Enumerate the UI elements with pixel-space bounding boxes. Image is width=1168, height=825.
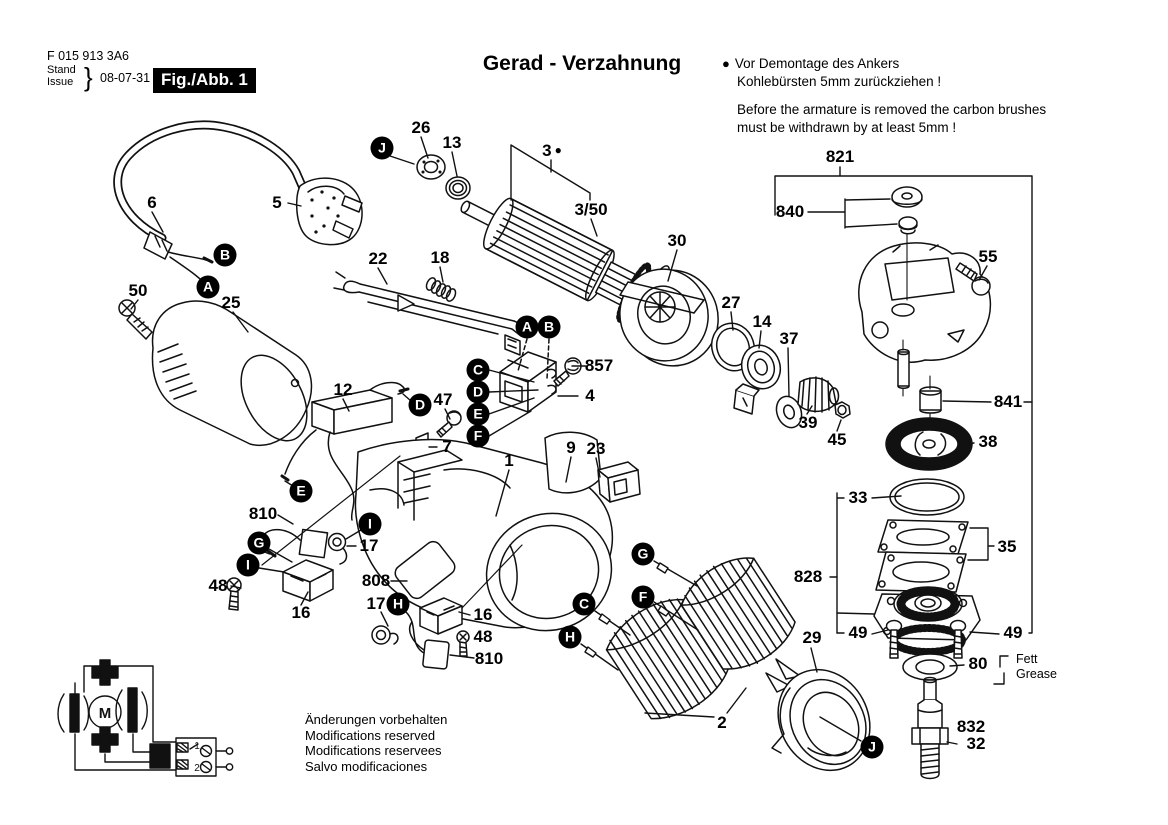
part-number-label-22: 22 bbox=[368, 249, 388, 268]
assembly-callout-E: E bbox=[467, 403, 490, 426]
part-number-label-12: 12 bbox=[333, 380, 353, 399]
grease-de: Fett bbox=[1016, 652, 1038, 666]
assembly-callout-H: H bbox=[559, 626, 582, 649]
assembly-callout-F: F bbox=[632, 586, 655, 609]
part-number-label-33: 33 bbox=[848, 488, 868, 507]
part-number-label-30: 30 bbox=[667, 231, 687, 250]
part-number-label-47: 47 bbox=[433, 390, 453, 409]
bullet-icon: ● bbox=[722, 56, 730, 71]
part-number-label-832: 832 bbox=[956, 717, 986, 736]
figure-label: Fig./Abb. 1 bbox=[153, 68, 256, 93]
part-number-label-16: 16 bbox=[473, 605, 493, 624]
assembly-callout-J: J bbox=[371, 137, 394, 160]
part-number-label-841: 841 bbox=[993, 392, 1023, 411]
notice-de-line2: Kohlebürsten 5mm zurückziehen ! bbox=[737, 74, 942, 89]
grease-en: Grease bbox=[1016, 667, 1057, 681]
part-number-label-1: 1 bbox=[504, 451, 514, 470]
issue-label: Issue bbox=[47, 75, 74, 88]
part-number-label-840: 840 bbox=[775, 202, 805, 221]
terminal-2-label: 2 bbox=[194, 763, 200, 774]
page-title: Gerad - Verzahnung bbox=[482, 52, 682, 75]
part-number-label-7: 7 bbox=[442, 437, 452, 456]
part-number-label-55: 55 bbox=[978, 247, 998, 266]
part-number-label-5: 5 bbox=[272, 193, 282, 212]
notice-de-line1: Vor Demontage des Ankers bbox=[734, 56, 900, 71]
part-number-label-45: 45 bbox=[827, 430, 847, 449]
part-number-label-26: 26 bbox=[411, 118, 431, 137]
assembly-callout-C: C bbox=[467, 359, 490, 382]
part-number-label-3: 3 ● bbox=[542, 141, 562, 160]
note-fr: Modifications reservees bbox=[305, 743, 442, 759]
issue-date: 08-07-31 bbox=[100, 71, 151, 85]
part-number-label-39: 39 bbox=[798, 413, 818, 432]
assembly-callout-B: B bbox=[538, 316, 561, 339]
assembly-callout-A: A bbox=[516, 316, 539, 339]
part-number-label-16: 16 bbox=[291, 603, 311, 622]
part-number-label-48: 48 bbox=[473, 627, 493, 646]
part-number-label-48: 48 bbox=[208, 576, 228, 595]
part-number-label-50: 50 bbox=[128, 281, 148, 300]
part-number-label-25: 25 bbox=[221, 293, 241, 312]
part-number-label-4: 4 bbox=[585, 386, 595, 405]
note-es: Salvo modificaciones bbox=[305, 758, 428, 774]
note-de: Änderungen vorbehalten bbox=[305, 712, 448, 727]
stand-label: Stand bbox=[47, 64, 76, 76]
assembly-callout-D: D bbox=[467, 381, 490, 404]
motor-symbol-label: M bbox=[98, 705, 112, 722]
part-number-label-80: 80 bbox=[968, 654, 988, 673]
part-number-label-828: 828 bbox=[793, 567, 823, 586]
assembly-callout-I: I bbox=[237, 554, 260, 577]
part-number-label-49: 49 bbox=[1003, 623, 1023, 642]
part-number-label-35: 35 bbox=[997, 537, 1017, 556]
part-number-label-27: 27 bbox=[721, 293, 741, 312]
part-number-label-857: 857 bbox=[584, 356, 614, 375]
part-number-label-810: 810 bbox=[474, 649, 504, 668]
brace-glyph: } bbox=[84, 62, 93, 92]
assembly-callout-G: G bbox=[248, 532, 271, 555]
note-en: Modifications reserved bbox=[305, 727, 436, 743]
part-number-label-18: 18 bbox=[430, 248, 450, 267]
assembly-callout-A: A bbox=[197, 276, 220, 299]
part-number-label-17: 17 bbox=[366, 594, 386, 613]
terminal-1-label: 1 bbox=[194, 741, 200, 752]
document-number: F 015 913 3A6 bbox=[47, 49, 130, 63]
part-number-label-23: 23 bbox=[586, 439, 606, 458]
assembly-callout-F: F bbox=[467, 425, 490, 448]
assembly-callout-I: I bbox=[359, 513, 382, 536]
assembly-callout-B: B bbox=[214, 244, 237, 267]
part-number-label-14: 14 bbox=[752, 312, 772, 331]
part-number-label-6: 6 bbox=[147, 193, 157, 212]
part-number-label-821: 821 bbox=[825, 147, 855, 166]
assembly-callout-H: H bbox=[387, 593, 410, 616]
part-number-label-810: 810 bbox=[248, 504, 278, 523]
part-number-label-32: 32 bbox=[966, 734, 986, 753]
part-number-label-808: 808 bbox=[361, 571, 391, 590]
part-number-label-29: 29 bbox=[802, 628, 822, 647]
part-number-label-49: 49 bbox=[848, 623, 868, 642]
assembly-callout-E: E bbox=[290, 480, 313, 503]
assembly-callout-G: G bbox=[632, 543, 655, 566]
part-number-label-38: 38 bbox=[978, 432, 998, 451]
part-number-label-13: 13 bbox=[442, 133, 462, 152]
part-number-label-17: 17 bbox=[359, 536, 379, 555]
assembly-callout-J: J bbox=[861, 736, 884, 759]
part-number-label-9: 9 bbox=[566, 438, 576, 457]
assembly-callout-D: D bbox=[409, 394, 432, 417]
assembly-callout-C: C bbox=[573, 593, 596, 616]
part-number-label-3-50: 3/50 bbox=[574, 200, 608, 219]
notice-en-line2: must be withdrawn by at least 5mm ! bbox=[737, 120, 957, 135]
notice-en-line1: Before the armature is removed the carbon brushes bbox=[737, 102, 1047, 117]
part-number-label-37: 37 bbox=[779, 329, 799, 348]
part-number-label-2: 2 bbox=[717, 713, 727, 732]
